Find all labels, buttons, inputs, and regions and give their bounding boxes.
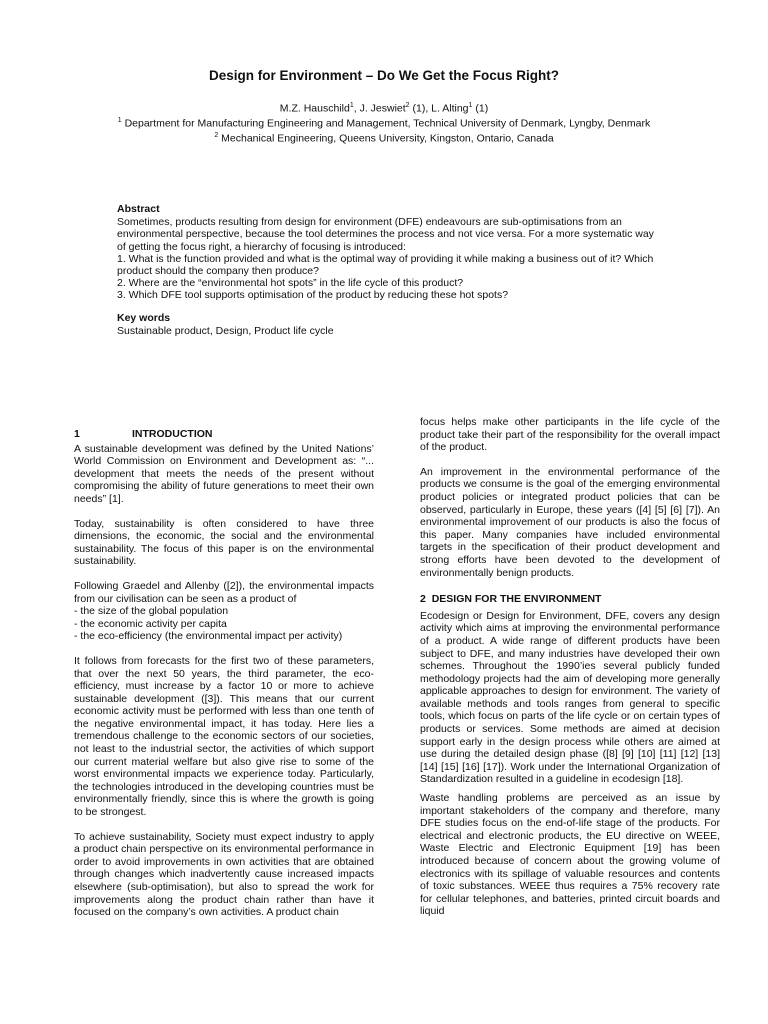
keywords-heading: Key words — [117, 311, 171, 324]
paragraph: Today, sustainability is often considered to have three dimensions, the economic, the social and the environmental sustainability. The focus of this paper is on the environmental sustainability. — [74, 517, 374, 568]
paragraph: Waste handling problems are perceived as an issue by important stakeholders of the company and therefore, many DFE studies focus on the end-of-life stage of the products. For electrical and electronic products, the EU directive on WEEE, Waste Electric and Electronic Equipment [19] has been introduced because of concern about the growing volume of electronics with its spillage of valuable resources and contents of toxic substances. WEEE thus requires a 75% recovery rate for cellular telephones, and batteries, printed circuit boards and liquid — [420, 792, 720, 918]
paper-title: Design for Environment – Do We Get the Focus Right? — [208, 68, 560, 83]
affiliation-2: $^2$ Mechanical Engineering, Queens University, Kingston, Ontario, Canada — [214, 132, 554, 145]
paragraph: focus helps make other participants in the life cycle of the product take their part of the responsibility for the overall impact of the product. — [420, 416, 720, 454]
abstract-line: Sometimes, products resulting from design for environment (DFE) endeavours are sub-optimisations from an — [117, 216, 622, 229]
abstract-line: product should the company then produce? — [117, 265, 319, 278]
bullet-list — [74, 605, 374, 643]
author-line: M.Z. Hauschild$^1$, J. Jeswiet$^2$ (1), L. Alting$^1$ (1) — [279, 102, 489, 115]
abstract-block — [117, 203, 717, 337]
list-item: - the economic activity per capita — [74, 617, 227, 630]
paragraph: To achieve sustainability, Society must expect industry to apply a product chain perspective on its environmental performance in order to avoid improvements in own activities that are obtained through changes which inadvertently cause increased impacts elsewhere (sub-optimisation), but also to spread the work for improvements along the product chain rather than have it focused on the company’s own activities. A product chain — [74, 830, 374, 919]
paragraph: An improvement in the environmental performance of the products we consume is the goal of the emerging environmental product policies or integrated product policies that can be observed, particularly in Europe, these years ([4] [5] [6] [7]). An environmental improvement of our products is also the focus of this paper. Many companies have included environmental targets in the specification of their product development and strong efforts have been devoted to the development of environmentally benign products. — [420, 465, 720, 579]
abstract-line: 2. Where are the “environmental hot spots” in the life cycle of this product? — [117, 277, 464, 290]
affiliation-1: $^1$ Department for Manufacturing Engineering and Management, Technical University of Denmark, Lyngby, Denmark — [117, 117, 651, 130]
paragraph: Ecodesign or Design for Environment, DFE, covers any design activity which aims at improving the environmental performance of a product. A wide range of different products have been subject to DFE, and many industries have developed their own schemes. Throughout the 1990’ies several publicly funded methodology projects had the aim of developing more generally applicable approaches to design for environment. The variety of available methods and tools ranges from general to specific tools, which focus on parts of the life cycle or on certain types of products or services. Some methods are aimed at decision support early in the design process while others are aimed at use during the detailed design phase ([8] [9] [10] [11] [12] [13] [14] [15] [16] [17]). Work under the International Organization of Standardization resulted in a guideline in ecodesign [18]. — [420, 609, 720, 786]
abstract-heading: Abstract — [117, 203, 160, 215]
left-column — [74, 428, 374, 931]
abstract-line: of getting the focus right, a hierarchy of focusing is introduced: — [117, 240, 406, 253]
paragraph: It follows from forecasts for the first two of these parameters, that over the next 50 years, the third parameter, the eco-efficiency, must increase by a factor 10 or more to achieve sustainable development ([3]). This means that our current economic activity must be performed with less than one tenth of the negative environmental impact, it has today. Here lies a tremendous challenge to the economic sectors of our societies, not least to the industrial sector, the activities of which support our current material welfare but also give rise to some of the worst environmental impacts we experience today. Particularly, the technologies introduced in the developing countries must be environmentally friendly, since this is where the growth is going to be strongest. — [74, 654, 374, 819]
abstract-line: 3. Which DFE tool supports optimisation of the product by reducing these hot spots? — [117, 289, 509, 302]
section-heading-dfe: 2 DESIGN FOR THE ENVIRONMENT — [420, 593, 602, 606]
paragraph: A sustainable development was defined by the United Nations’ World Commission on Environment and Development as: “... development that meets the needs of the present without compromising the ability of future generations to meet their own needs” [1]. — [74, 442, 374, 505]
list-item: - the eco-efficiency (the environmental impact per activity) — [74, 630, 343, 643]
list-item: - the size of the global population — [74, 605, 229, 618]
abstract-line: environmental perspective, because the tool determines the process and not vice versa. For a more systematic way — [117, 228, 654, 241]
section-heading-introduction: 1 INTRODUCTION — [74, 428, 213, 440]
author-block — [0, 100, 768, 145]
paragraph: Following Graedel and Allenby ([2]), the environmental impacts from our civilisation can be seen as a product of — [74, 579, 374, 605]
abstract-line: 1. What is the function provided and what is the optimal way of providing it while making a business out of it? Which — [117, 252, 654, 265]
right-column — [420, 416, 720, 930]
keywords-text: Sustainable product, Design, Product life cycle — [117, 324, 334, 337]
